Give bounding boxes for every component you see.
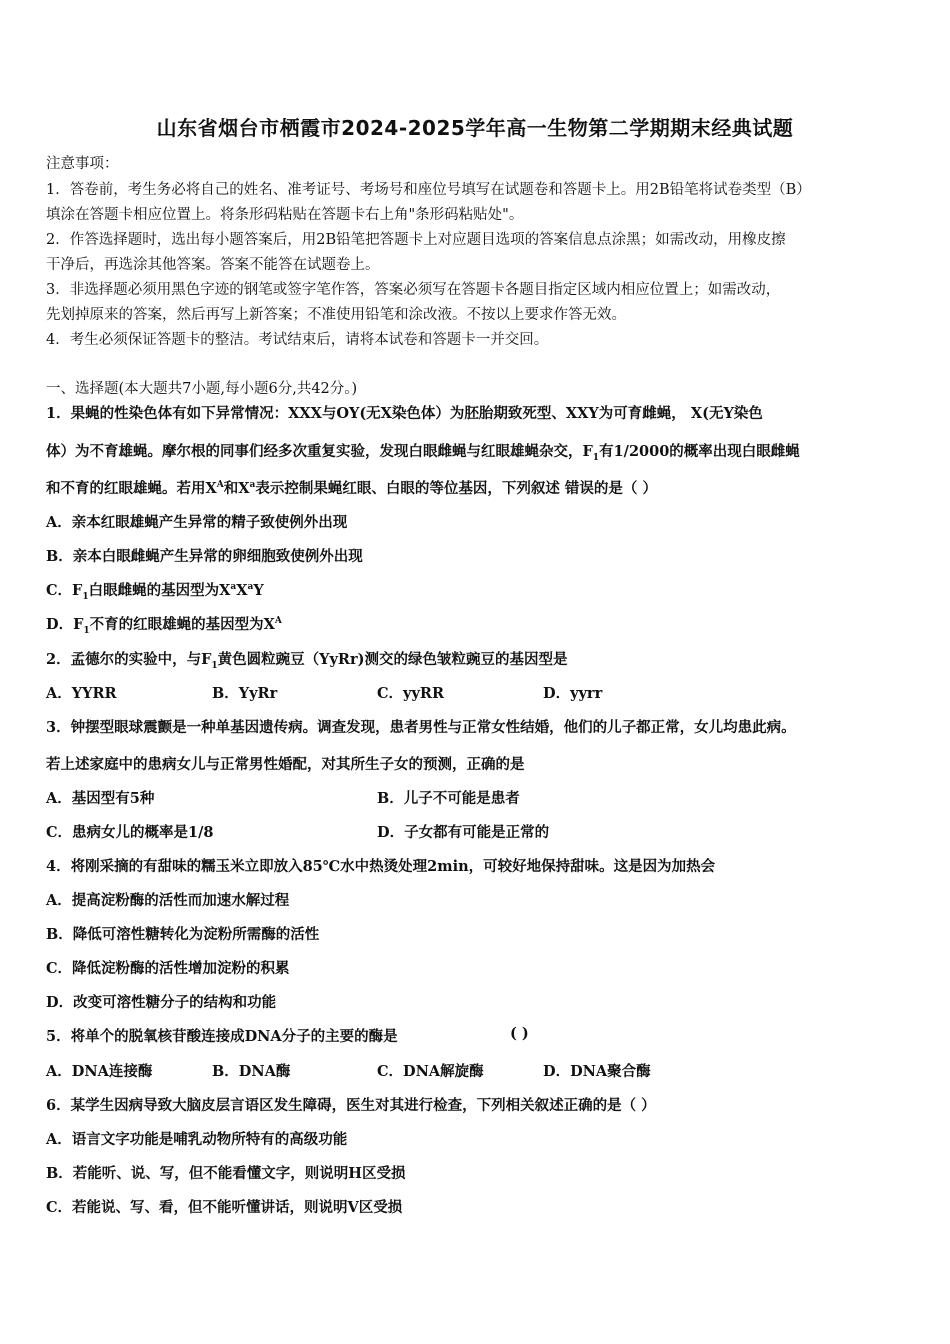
- q4-option-a: A．提高淀粉酶的活性而加速水解过程: [46, 892, 290, 909]
- q3-option-b: B．儿子不可能是患者: [377, 790, 520, 807]
- q3-stem-line: 若上述家庭中的患病女儿与正常男性婚配，对其所生子女的预测，正确的是: [46, 756, 525, 773]
- q5-answer-paren: ( ): [510, 1025, 529, 1042]
- notice-line: 2．作答选择题时，选出每小题答案后，用2B铅笔把答题卡上对应题目选项的答案信息点涂黑；如需改动，用橡皮擦: [46, 232, 786, 248]
- q2-option-a: A．YYRR: [46, 685, 117, 702]
- notice-line: 3．非选择题必须用黑色字迹的钢笔或签字笔作答，答案必须写在答题卡各题目指定区域内相应位置上；如需改动，: [46, 282, 781, 298]
- q1-option-c: C．$F_1$白眼雌蝇的基因型为$X^aX^aY$: [46, 582, 264, 602]
- notice-line: 干净后，再选涂其他答案。答案不能答在试题卷上。: [46, 257, 380, 273]
- q5-option-a: A．DNA连接酶: [46, 1063, 153, 1080]
- q2-option-b: B．YyRr: [212, 685, 278, 702]
- section-heading: 一、选择题(本大题共7小题,每小题6分,共42分。): [46, 381, 358, 397]
- notice-line: 1．答卷前，考生务必将自己的姓名、准考证号、考场号和座位号填写在试题卷和答题卡上。用2B铅笔将试卷类型（B）: [46, 182, 811, 198]
- q2-option-d: D．yyrr: [543, 685, 603, 702]
- q5-option-d: D．DNA聚合酶: [543, 1063, 651, 1080]
- page-title: 山东省烟台市栖霞市2024-2025学年高一生物第二学期期末经典试题: [156, 116, 794, 140]
- q6-option-c: C．若能说、写、看，但不能听懂讲话，则说明V区受损: [46, 1199, 403, 1216]
- q1-stem-line: 1．果蝇的性染色体有如下异常情况：XXX与OY(无X染色体）为胚胎期致死型、XXY为可育雌蝇， X(无Y染色: [46, 405, 763, 422]
- notice-heading: 注意事项：: [46, 156, 119, 172]
- q1-option-b: B．亲本白眼雌蝇产生异常的卵细胞致使例外出现: [46, 548, 363, 565]
- q4-option-b: B．降低可溶性糖转化为淀粉所需酶的活性: [46, 926, 320, 943]
- notice-line: 4．考生必须保证答题卡的整洁。考试结束后，请将本试卷和答题卡一并交回。: [46, 332, 549, 348]
- q3-option-a: A．基因型有5种: [46, 790, 155, 807]
- q2-option-c: C．yyRR: [377, 685, 444, 702]
- q4-stem: 4．将刚采摘的有甜味的糯玉米立即放入85℃水中热烫处理2min，可较好地保持甜味。这是因为加热会: [46, 858, 716, 875]
- q4-option-d: D．改变可溶性糖分子的结构和功能: [46, 994, 277, 1011]
- q1-stem-line: 体）为不育雄蝇。摩尔根的同事们经多次重复实验，发现白眼雌蝇与红眼雄蝇杂交，$F_1$有1/2000的概率出现白眼雌蝇: [46, 443, 800, 463]
- q6-option-a: A．语言文字功能是哺乳动物所特有的高级功能: [46, 1131, 348, 1148]
- q3-option-c: C．患病女儿的概率是1/8: [46, 824, 214, 841]
- q6-stem: 6．某学生因病导致大脑皮层言语区发生障碍，医生对其进行检查，下列相关叙述正确的是（ ）: [46, 1097, 656, 1114]
- q5-stem: 5．将单个的脱氧核苷酸连接成DNA分子的主要的酶是: [46, 1028, 398, 1045]
- q1-stem-line: 和不育的红眼雄蝇。若用$X^A$和$X^a$表示控制果蝇红眼、白眼的等位基因，下列叙述 错误的是（ ）: [46, 480, 657, 497]
- notice-line: 填涂在答题卡相应位置上。将条形码粘贴在答题卡右上角"条形码粘贴处"。: [46, 207, 524, 223]
- q6-option-b: B．若能听、说、写，但不能看懂文字，则说明H区受损: [46, 1165, 406, 1182]
- q2-stem: 2．孟德尔的实验中，与$F_1$黄色圆粒豌豆（YyRr)测交的绿色皱粒豌豆的基因型是: [46, 651, 568, 671]
- notice-line: 先划掉原来的答案，然后再写上新答案；不准使用铅笔和涂改液。不按以上要求作答无效。: [46, 307, 626, 323]
- q5-option-b: B．DNA酶: [212, 1063, 291, 1080]
- q3-option-d: D．子女都有可能是正常的: [377, 824, 550, 841]
- q1-option-d: D．$F_1$不育的红眼雄蝇的基因型为$X^A$: [46, 616, 282, 636]
- q5-option-c: C．DNA解旋酶: [377, 1063, 484, 1080]
- q1-option-a: A．亲本红眼雄蝇产生异常的精子致使例外出现: [46, 514, 348, 531]
- q4-option-c: C．降低淀粉酶的活性增加淀粉的积累: [46, 960, 290, 977]
- q3-stem-line: 3．钟摆型眼球震颤是一种单基因遗传病。调查发现，患者男性与正常女性结婚，他们的儿子都正常，女儿均患此病。: [46, 719, 796, 736]
